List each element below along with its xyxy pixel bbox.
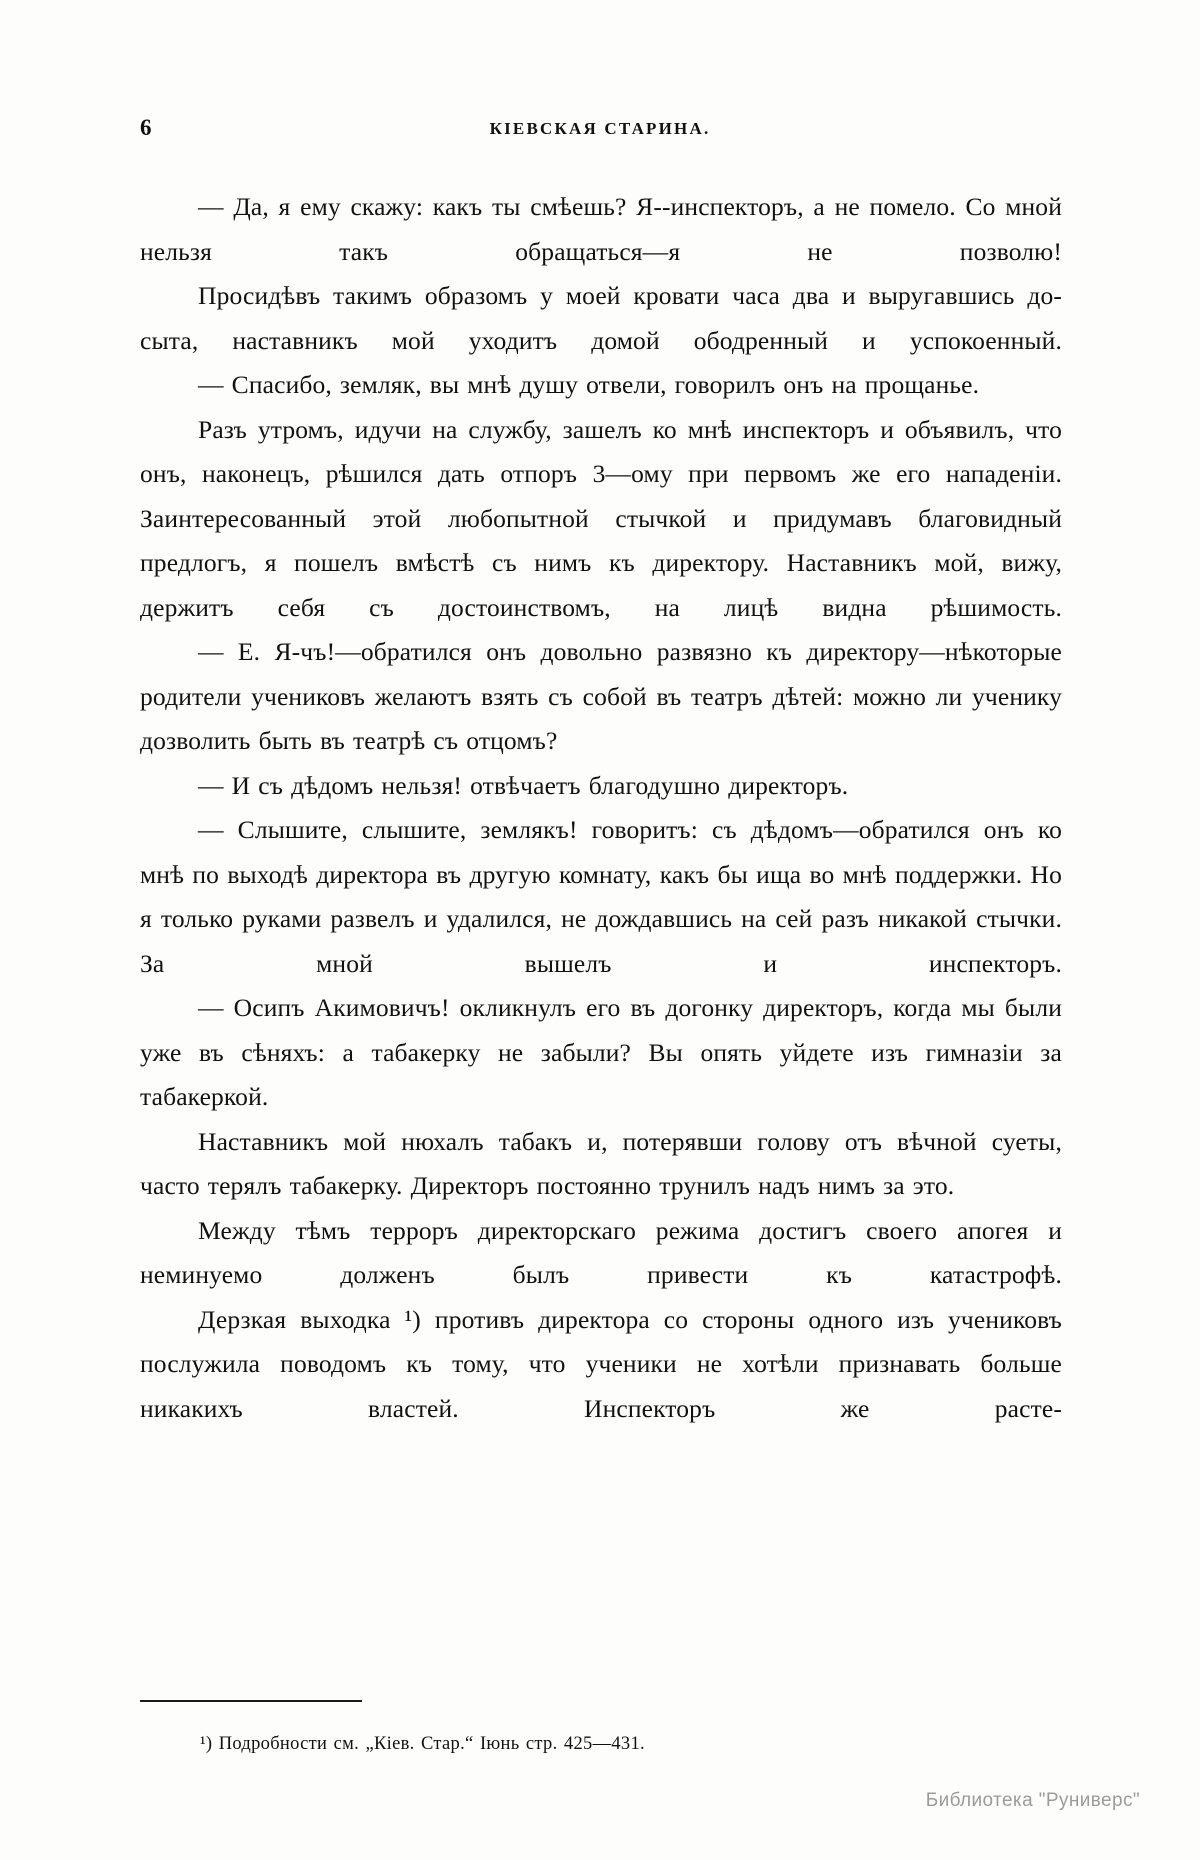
page-number: 6 [140, 115, 152, 140]
footnote: ¹) Подробности см. „Кіев. Стар.“ Іюнь стр. 425—431. [200, 1734, 645, 1754]
paragraph: Просидѣвъ такимъ образомъ у моей кровати часа два и выругавшись до-сыта, наставникъ мой уходитъ домой ободренный и успокоенный. [140, 281, 1062, 355]
paragraph: — И съ дѣдомъ нельзя! отвѣчаетъ благодушно директоръ. [198, 770, 849, 800]
paragraph: — Спасибо, земляк, вы мнѣ душу отвели, говорилъ онъ на прощанье. [198, 370, 980, 399]
page-header [140, 115, 1060, 145]
paragraph: Между тѣмъ терроръ директорскаго режима достигъ своего апогея и неминуемо долженъ былъ привести къ катастрофѣ. [140, 1215, 1062, 1289]
library-watermark: Библиотека "Руниверс" [925, 1790, 1140, 1811]
paragraph: — Осипъ Акимовичъ! окликнулъ его въ догонку директоръ, когда мы были уже въ сѣняхъ: а табакерку не забыли? Вы опять уйдете изъ гимназіи за табакеркой. [140, 993, 1062, 1111]
paragraph: Разъ утромъ, идучи на службу, зашелъ ко мнѣ инспекторъ и объявилъ, что онъ, наконецъ, рѣшился дать отпоръ 3—ому при первомъ же его нападеніи. Заинтересованный этой любопытной стычкой и придумавъ благовидный предлогъ, я пошелъ вмѣстѣ съ нимъ къ директору. Наставникъ мой, вижу, держитъ себя съ достоинствомъ, на лицѣ видна рѣшимость. [140, 414, 1062, 622]
paragraph: Дерзкая выходка ¹) противъ директора со стороны одного изъ учениковъ послужила поводомъ къ тому, что ученики не хотѣли признавать больше никакихъ властей. Инспекторъ же расте- [140, 1304, 1062, 1423]
footnote-divider [140, 1700, 362, 1702]
paragraph: — Да, я ему скажу: какъ ты смѣешь? Я--инспекторъ, а не помело. Со мной нельзя такъ обращаться—я не позволю! [140, 192, 1062, 266]
paragraph: — Слышите, слышите, землякъ! говоритъ: съ дѣдомъ—обратился онъ ко мнѣ по выходѣ директора въ другую комнату, какъ бы ища во мнѣ поддержки. Но я только руками развелъ и удалился, не дождавшись на сей разъ никакой стычки. За мной вышелъ и инспекторъ. [140, 815, 1062, 978]
paragraph: — Е. Я-чъ!—обратился онъ довольно развязно къ директору—нѣкоторые родители учениковъ желаютъ взять съ собой въ театръ дѣтей: можно ли ученику дозволить быть въ театрѣ съ отцомъ? [140, 637, 1062, 755]
body-text [140, 185, 1062, 1431]
running-title: КІЕВСКАЯ СТАРИНА. [489, 119, 711, 138]
paragraph: Наставникъ мой нюхалъ табакъ и, потерявши голову отъ вѣчной суеты, часто терялъ табакерку. Директоръ постоянно трунилъ надъ нимъ за это. [140, 1126, 1062, 1200]
